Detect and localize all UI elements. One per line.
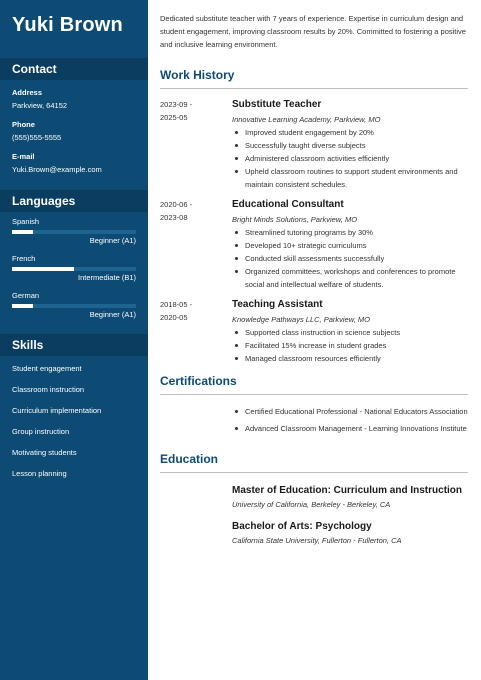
job-end-date: 2025-05 xyxy=(160,113,188,122)
address-label: Address xyxy=(12,88,43,97)
email-label: E-mail xyxy=(12,152,35,161)
languages-heading: Languages xyxy=(0,190,148,212)
job-bullet: Facilitated 15% increase in student grades xyxy=(232,339,468,352)
job-company: Innovative Learning Academy, Parkview, MO xyxy=(232,115,381,124)
education-school: California State University, Fullerton - Fullerton, CA xyxy=(232,536,402,545)
language-level: Intermediate (B1) xyxy=(78,273,136,282)
address-value: Parkview, 64152 xyxy=(12,101,68,110)
job-title: Substitute Teacher xyxy=(232,99,322,110)
skills-section xyxy=(0,356,148,498)
education-entry xyxy=(232,520,468,546)
job-dates xyxy=(160,298,232,365)
job-dates xyxy=(160,98,232,191)
job-details xyxy=(232,298,468,365)
job-dates xyxy=(160,198,232,291)
language-level: Beginner (A1) xyxy=(89,236,136,245)
job-bullet: Upheld classroom routines to support student environments and maintain consistent schedules. xyxy=(232,165,468,191)
phone-value: (555)555-5555 xyxy=(12,133,62,142)
education-degree: Master of Education: Curriculum and Instruction xyxy=(232,485,463,496)
job-bullets xyxy=(232,326,468,365)
job-bullet: Managed classroom resources efficiently xyxy=(232,352,468,365)
email-value[interactable]: Yuki.Brown@example.com xyxy=(12,165,102,174)
language-bar-fill xyxy=(12,304,33,308)
candidate-name: Yuki Brown xyxy=(12,14,123,36)
language-bar xyxy=(12,304,136,308)
language-bar-fill xyxy=(12,267,74,271)
professional-summary: Dedicated substitute teacher with 7 years of experience. Expertise in curriculum design and student engagement, improving classroom results by 20%. Committed to fostering a positive and inclusive learning environment. xyxy=(160,14,466,49)
certification-item: Advanced Classroom Management - Learning Innovations Institute xyxy=(232,422,468,435)
job-end-date: 2020-05 xyxy=(160,313,188,322)
language-bar xyxy=(12,267,136,271)
education-section xyxy=(160,484,468,546)
language-name: Spanish xyxy=(12,217,40,226)
job-details xyxy=(232,198,468,291)
job-bullets xyxy=(232,226,468,291)
skill-item: Curriculum implementation xyxy=(12,406,102,415)
main-content xyxy=(160,0,468,546)
skill-item: Group instruction xyxy=(12,427,70,436)
certifications-heading: Certifications xyxy=(160,374,468,395)
job-end-date: 2023-08 xyxy=(160,213,188,222)
sidebar xyxy=(0,0,148,680)
job-bullet: Streamlined tutoring programs by 30% xyxy=(232,226,468,239)
job-title: Teaching Assistant xyxy=(232,299,323,310)
job-entry xyxy=(160,298,468,365)
language-item xyxy=(12,217,136,245)
job-bullet: Conducted skill assessments successfully xyxy=(232,252,468,265)
language-item xyxy=(12,291,136,319)
job-bullets xyxy=(232,126,468,191)
job-title: Educational Consultant xyxy=(232,199,344,210)
job-company: Bright Minds Solutions, Parkview, MO xyxy=(232,215,358,224)
education-degree: Bachelor of Arts: Psychology xyxy=(232,521,372,532)
job-bullet: Organized committees, workshops and conferences to promote social and intellectual welfare of students. xyxy=(232,265,468,291)
job-entry xyxy=(160,98,468,191)
skill-item: Motivating students xyxy=(12,448,77,457)
job-bullet: Improved student engagement by 20% xyxy=(232,126,468,139)
language-bar xyxy=(12,230,136,234)
contact-section xyxy=(0,80,148,190)
certification-item: Certified Educational Professional - National Educators Association xyxy=(232,405,468,418)
work-history-heading: Work History xyxy=(160,68,468,89)
language-level: Beginner (A1) xyxy=(89,310,136,319)
certification-list xyxy=(232,405,468,435)
job-start-date: 2020-06 - xyxy=(160,200,193,209)
job-company: Knowledge Pathways LLC, Parkview, MO xyxy=(232,315,370,324)
phone-label: Phone xyxy=(12,120,35,129)
language-name: German xyxy=(12,291,40,300)
contact-heading: Contact xyxy=(0,58,148,80)
job-bullet: Administered classroom activities efficiently xyxy=(232,152,468,165)
job-entry xyxy=(160,198,468,291)
education-entry xyxy=(232,484,468,510)
education-heading: Education xyxy=(160,452,468,473)
languages-section xyxy=(0,212,148,334)
job-bullet: Developed 10+ strategic curriculums xyxy=(232,239,468,252)
job-details xyxy=(232,98,468,191)
job-bullet: Supported class instruction in science subjects xyxy=(232,326,468,339)
language-bar-fill xyxy=(12,230,33,234)
language-name: French xyxy=(12,254,36,263)
certifications-section xyxy=(160,405,468,435)
language-item xyxy=(12,254,136,282)
job-start-date: 2023-09 - xyxy=(160,100,193,109)
skills-heading: Skills xyxy=(0,334,148,356)
job-bullet: Successfully taught diverse subjects xyxy=(232,139,468,152)
skill-item: Classroom instruction xyxy=(12,385,85,394)
work-history-section xyxy=(160,98,468,365)
skill-item: Student engagement xyxy=(12,364,82,373)
skill-item: Lesson planning xyxy=(12,469,67,478)
job-start-date: 2018-05 - xyxy=(160,300,193,309)
education-school: University of California, Berkeley - Berkeley, CA xyxy=(232,500,391,509)
